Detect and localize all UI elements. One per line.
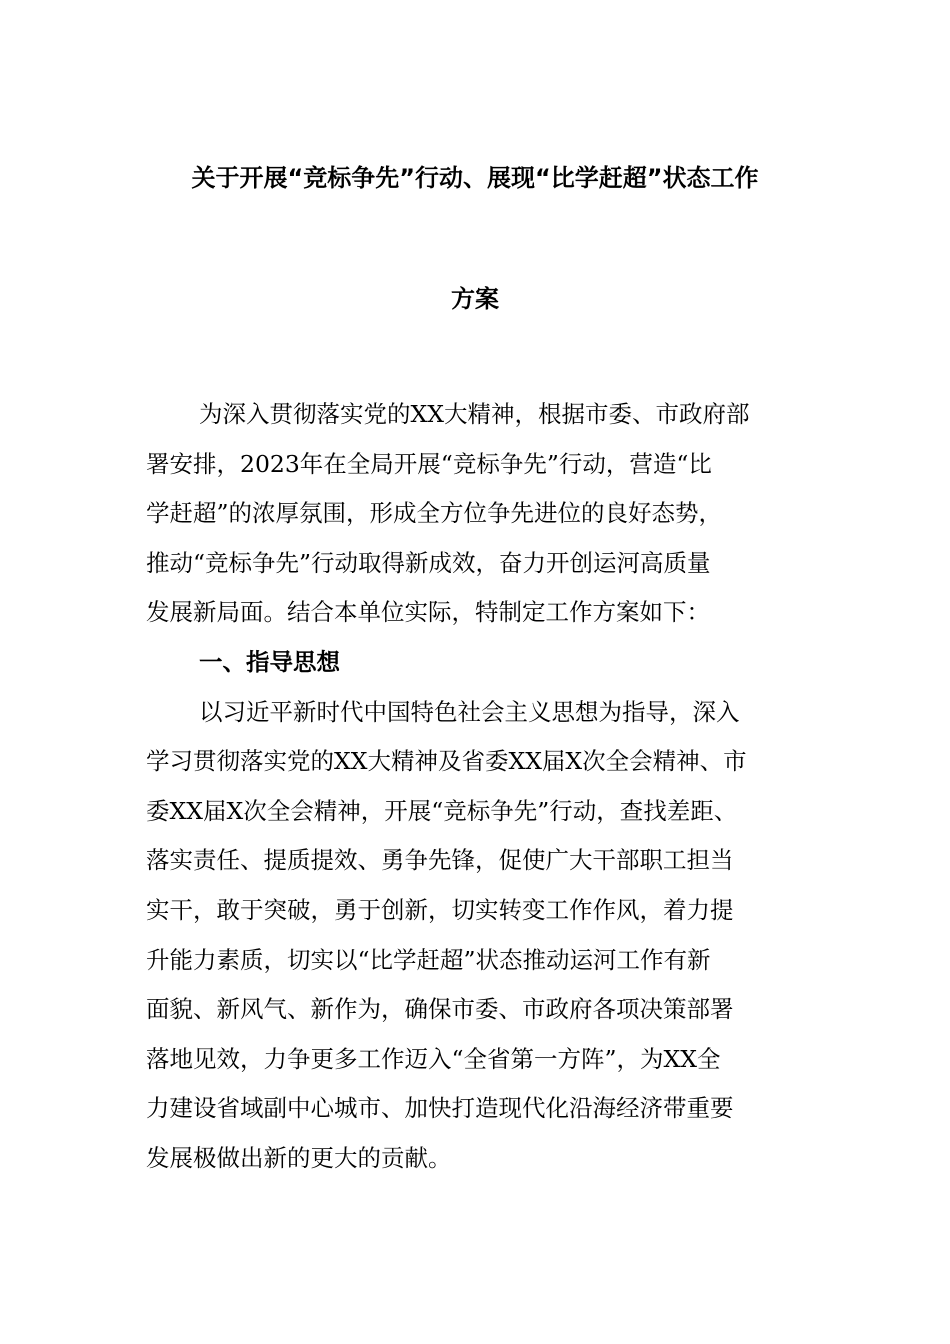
document-title-line-2: 方案 <box>451 285 499 313</box>
section-1-line: 升能力素质，切实以“比学赶超”状态推动运河工作有新 <box>146 945 711 974</box>
intro-line: 推动“竞标争先”行动取得新成效，奋力开创运河高质量 <box>146 548 711 577</box>
section-1-line: 落实责任、提质提效、勇争先锋，促使广大干部职工担当 <box>146 846 734 875</box>
section-1-line: 面貌、新风气、新作为，确保市委、市政府各项决策部署 <box>146 995 734 1024</box>
section-1-line: 学习贯彻落实党的XX大精神及省委XX届X次全会精神、市 <box>146 747 747 776</box>
intro-line: 发展新局面。结合本单位实际，特制定工作方案如下： <box>146 598 710 627</box>
intro-line: 学赶超”的浓厚氛围，形成全方位争先进位的良好态势， <box>146 499 723 528</box>
section-1-heading: 一、指导思想 <box>199 647 340 676</box>
section-1-line: 发展极做出新的更大的贡献。 <box>146 1143 452 1172</box>
section-1-line: 力建设省域副中心城市、加快打造现代化沿海经济带重要 <box>146 1094 734 1123</box>
section-1-line: 以习近平新时代中国特色社会主义思想为指导，深入 <box>199 697 740 726</box>
intro-line: 署安排，2023年在全局开展“竞标争先”行动，营造“比 <box>146 449 712 478</box>
intro-line: 为深入贯彻落实党的XX大精神，根据市委、市政府部 <box>199 400 750 428</box>
section-1-line: 委XX届X次全会精神，开展“竞标争先”行动，查找差距、 <box>146 796 738 825</box>
document-title-line-1: 关于开展“竞标争先”行动、展现“比学赶超”状态工作 <box>191 164 759 192</box>
document-body <box>146 390 811 1184</box>
section-1-line: 落地见效，力争更多工作迈入“全省第一方阵”，为XX全 <box>146 1044 721 1073</box>
section-1-line: 实干，敢于突破，勇于创新，切实转变工作作风，着力提 <box>146 895 734 924</box>
